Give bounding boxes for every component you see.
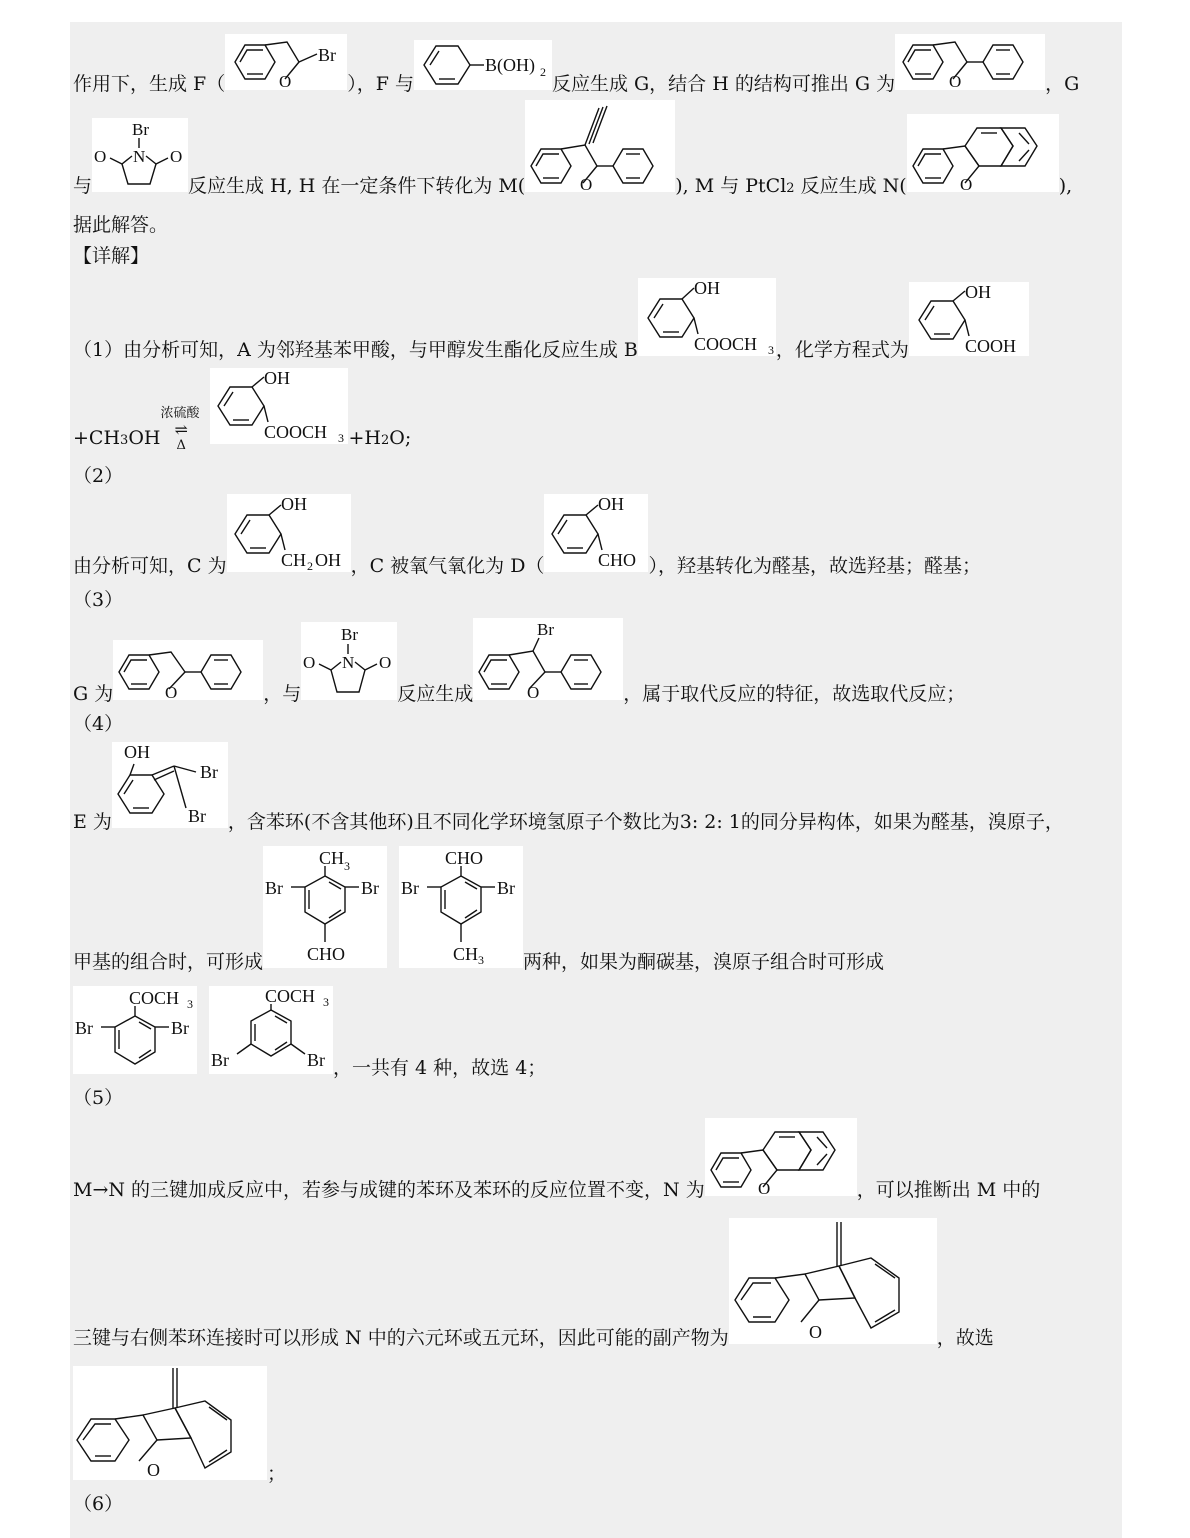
isomer-3-5-dibromoacetophenone: [209, 986, 333, 1074]
isomer-2-6-dibromoacetophenone: [73, 986, 197, 1074]
svg-text:COCH: COCH: [129, 988, 180, 1008]
svg-text:O: O: [527, 683, 540, 700]
part-5-line-1: M→N 的三键加成反应中，若参与成键的苯环及苯环的反应位置不变，N 为 O ，可以推断出 M 中的: [73, 1118, 1040, 1202]
line-3: 据此解答。: [73, 214, 169, 236]
svg-text:3: 3: [344, 859, 351, 873]
svg-text:COOH: COOH: [964, 336, 1016, 356]
svg-text:Br: Br: [341, 625, 359, 644]
reversible-arrow: 浓硫酸 ⇌ Δ: [160, 406, 200, 453]
svg-text:Br: Br: [537, 620, 555, 639]
svg-text:O: O: [170, 147, 183, 166]
structure-c-hydroxybenzyl-alcohol: [227, 494, 351, 572]
part-4-number: （4）: [73, 713, 124, 735]
svg-text:Br: Br: [497, 878, 516, 898]
text: 反应生成 G，结合 H 的结构可推出 G 为: [551, 73, 896, 95]
svg-text:Br: Br: [171, 1018, 189, 1038]
text: ), M 与 PtCl: [675, 175, 787, 197]
svg-text:N: N: [342, 653, 355, 672]
svg-text:O: O: [303, 653, 316, 672]
structure-g-2-phenylbenzofuran: [895, 34, 1045, 90]
part-4-line-2: 甲基的组合时，可形成 CH 3 Br Br CHO CHO Br Br CH 3 两种，如果为酮碳基，溴原子组合时可形成: [73, 848, 885, 973]
svg-text:O: O: [757, 1179, 770, 1196]
svg-text:2: 2: [539, 65, 546, 79]
svg-text:Br: Br: [265, 878, 284, 898]
structure-b-methyl-salicylate-product: [210, 368, 348, 444]
svg-text:Br: Br: [187, 806, 206, 826]
esterification-equation: +CH3OH 浓硫酸 ⇌ Δ OH COOCH 3 +H2O;: [73, 368, 412, 453]
part-2-line: 由分析可知，C 为 OH CH 2 OH ，C 被氧气氧化为 D（ OH CHO ），羟基转化为醛基，故选羟基；醛基；: [73, 494, 981, 577]
part-5-line-2: 三键与右侧苯环连接时可以形成 N 中的六元环或五元环，因此可能的副产物为 O ，故选: [73, 1218, 994, 1350]
svg-text:CHO: CHO: [307, 944, 346, 964]
structure-nbs-2: [301, 622, 397, 700]
part-1-line: （1）由分析可知，A 为邻羟基苯甲酸，与甲醇发生酯化反应生成 B OH COOCH 3 ，化学方程式为 OH COOH: [73, 278, 1029, 362]
structure-m-alkyne: [525, 100, 675, 192]
part-4-line-1: E 为 OH Br Br ，含苯环(不含其他环)且不同化学环境氢原子个数比为3: 2: 1的同分异构体，如果为醛基，溴原子，: [73, 742, 1064, 833]
svg-text:O: O: [165, 683, 178, 700]
svg-text:O: O: [949, 72, 962, 90]
svg-text:COOCH: COOCH: [264, 422, 328, 442]
svg-text:OH: OH: [693, 278, 720, 298]
svg-text:O: O: [94, 147, 107, 166]
svg-text:Br: Br: [199, 762, 218, 782]
structure-n: [705, 1118, 857, 1196]
svg-text:Br: Br: [401, 878, 420, 898]
part-2-number: （2）: [73, 465, 124, 487]
svg-text:OH: OH: [264, 368, 291, 388]
structure-byproduct-answer: [73, 1366, 267, 1480]
svg-text:OH: OH: [280, 494, 307, 514]
svg-text:3: 3: [323, 995, 329, 1009]
svg-text:Br: Br: [318, 45, 337, 65]
structure-d-salicylaldehyde: [544, 494, 648, 572]
svg-text:N: N: [133, 147, 146, 166]
svg-text:CHO: CHO: [598, 550, 637, 570]
structure-f-2-bromobenzofuran: [225, 34, 347, 90]
svg-text:3: 3: [478, 953, 485, 967]
text: ），F 与: [347, 73, 414, 95]
structure-g: [113, 640, 263, 700]
svg-text:OH: OH: [123, 742, 150, 762]
structure-nbs: [92, 118, 188, 192]
svg-text:Br: Br: [307, 1050, 325, 1070]
part-3-line: G 为 O ，与 Br N O O 反应生成 Br O ，属于取代反应的特征，故选取代反应；: [73, 620, 966, 705]
structure-salicylic-acid: [909, 282, 1029, 356]
structure-byproduct: [729, 1218, 937, 1344]
part-3-number: （3）: [73, 589, 124, 611]
part-5-number: （5）: [73, 1087, 124, 1109]
structure-h-3-bromo-2-phenylbenzofuran: [473, 618, 623, 700]
part-5-line-3: O ；: [73, 1366, 286, 1486]
text: ，G: [1045, 73, 1080, 95]
svg-text:CH: CH: [319, 848, 345, 868]
isomer-2-6-dibromo-4-methylbenzaldehyde: [399, 846, 523, 968]
structure-b-methyl-salicylate: [638, 278, 776, 356]
svg-text:CH: CH: [280, 550, 306, 570]
line-2: 与 Br N O O 反应生成 H, H 在一定条件下转化为 M( O ), M 与 PtCl2 反应生成 N( O ),: [73, 100, 1072, 201]
svg-text:Br: Br: [132, 120, 150, 139]
svg-text:O: O: [147, 1460, 160, 1480]
svg-text:3: 3: [767, 343, 774, 356]
text: 反应生成 N(: [794, 175, 907, 197]
section-heading-detail: 【详解】: [73, 245, 150, 267]
svg-text:O: O: [580, 175, 593, 192]
svg-text:O: O: [808, 1322, 822, 1342]
text: ),: [1058, 175, 1073, 197]
svg-text:O: O: [279, 72, 292, 90]
structure-e-dibromovinylphenol: [112, 742, 228, 828]
svg-text:B(OH): B(OH): [484, 55, 535, 75]
svg-text:O: O: [379, 653, 392, 672]
svg-text:O: O: [959, 175, 972, 192]
part-6-number: （6）: [73, 1493, 124, 1515]
svg-text:OH: OH: [314, 550, 341, 570]
isomer-3-5-dibromo-4-methylbenzaldehyde: [263, 846, 387, 968]
text: 反应生成 H, H 在一定条件下转化为 M(: [188, 175, 526, 197]
structure-n-benzonaphthofuran: [907, 114, 1059, 192]
svg-text:CH: CH: [453, 944, 479, 964]
svg-text:CHO: CHO: [445, 848, 484, 868]
text: 作用下，生成 F（: [73, 73, 226, 95]
svg-text:3: 3: [187, 997, 193, 1011]
svg-text:OH: OH: [598, 494, 625, 514]
svg-text:COCH: COCH: [265, 986, 316, 1006]
svg-text:Br: Br: [361, 878, 380, 898]
structure-phenylboronic-acid: [414, 40, 552, 90]
svg-text:COOCH: COOCH: [693, 334, 757, 354]
svg-text:Br: Br: [211, 1050, 229, 1070]
svg-text:OH: OH: [964, 282, 991, 302]
svg-text:2: 2: [306, 559, 313, 572]
part-4-line-3: COCH 3 Br Br COCH 3 Br Br ，一共有 4 种，故选 4；: [75, 986, 547, 1079]
svg-text:3: 3: [338, 431, 345, 444]
line-1: [73, 34, 1079, 96]
text: 与: [73, 175, 93, 197]
svg-text:Br: Br: [75, 1018, 93, 1038]
